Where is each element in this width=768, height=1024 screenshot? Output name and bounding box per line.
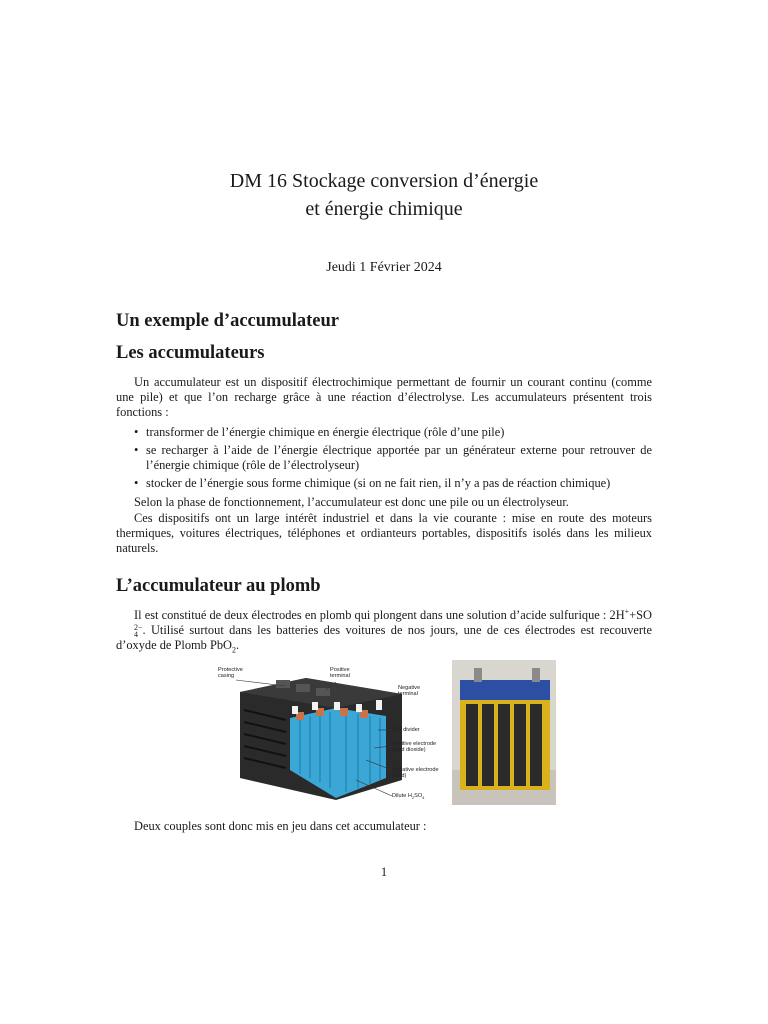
list-item: • transformer de l’énergie chimique en énergie électrique (rôle d’une pile) [134,424,505,439]
label-cell-divider: Cell divider [392,727,420,733]
battery-diagram [216,660,556,805]
title-line-1: DM 16 Stockage conversion d’énergie [229,170,539,192]
label-protective-casing: Protective casing [218,667,243,680]
label-positive-terminal: Positive terminal [330,667,350,680]
photo-blue-top [460,680,550,702]
heading-accumulateur-plomb: L’accumulateur au plomb [116,576,321,596]
label-negative-electrode: Negative electrode (lead) [392,767,439,780]
heading-un-exemple: Un exemple d’accumulateur [116,311,339,331]
list-item: • stocker de l’énergie sous forme chimique (si on ne fait rien, il n’y a pas de réaction chimique) [134,476,611,491]
title-line-2: et énergie chimique [305,198,463,220]
document-date: Jeudi 1 Février 2024 [326,260,442,275]
list-item: • se recharger à l’aide de l’énergie électrique apportée par un générateur externe pour retrouver de l’énergie chimique (rôle de l’électrolyseur) [134,442,652,473]
bullet-icon: • [134,442,139,457]
functions-list [116,425,652,492]
couples-paragraph-block [116,819,652,834]
interest-paragraph: Ces dispositifs ont un large intérêt industriel et dans la vie courante : mise en route des moteurs thermiques, voitures électriques, téléphones et ordianteurs portables, dispositifs isolés dans les milieux naturels. [116,510,652,556]
couples-paragraph: Deux couples sont donc mis en jeu dans cet accumulateur : [134,819,427,833]
phase-paragraph: Selon la phase de fonctionnement, l’accumulateur est donc une pile ou un électrolyseur. [134,495,569,510]
intro-paragraph: Un accumulateur est un dispositif électrochimique permettant de fournir un courant continu (comme une pile) et que l’on recharge grâce à une réaction d’électrolyse. Les accumulateurs présentent trois fonctions : [116,375,652,420]
label-dilute-acid: Dilute $H_2SO_4$ [392,793,425,801]
bullet-icon: • [134,424,139,439]
page-number: 1 [380,865,388,879]
document-title [0,167,768,223]
photo-plates [466,704,542,786]
battery-figure [216,660,556,805]
plomb-paragraph: Il est constitué de deux électrodes en plomb qui plongent dans une solution d’acide sulfurique : 2H++SO 2− 4 . Utilisé surtout dans les batteries des voitures de nos jours, une de ces électrodes est recouverte d’oxyde de Plomb PbO$_2$. [116,606,652,655]
section-accumulateurs-body [116,375,652,556]
label-positive-electrode: Positive electrode (lead dioxide) [392,741,437,754]
terminal-block-shape [276,680,290,688]
label-negative-terminal: Negative terminal [398,685,421,698]
section-plomb-body [116,608,652,654]
bullet-icon: • [134,476,139,491]
heading-les-accumulateurs: Les accumulateurs [116,343,265,363]
